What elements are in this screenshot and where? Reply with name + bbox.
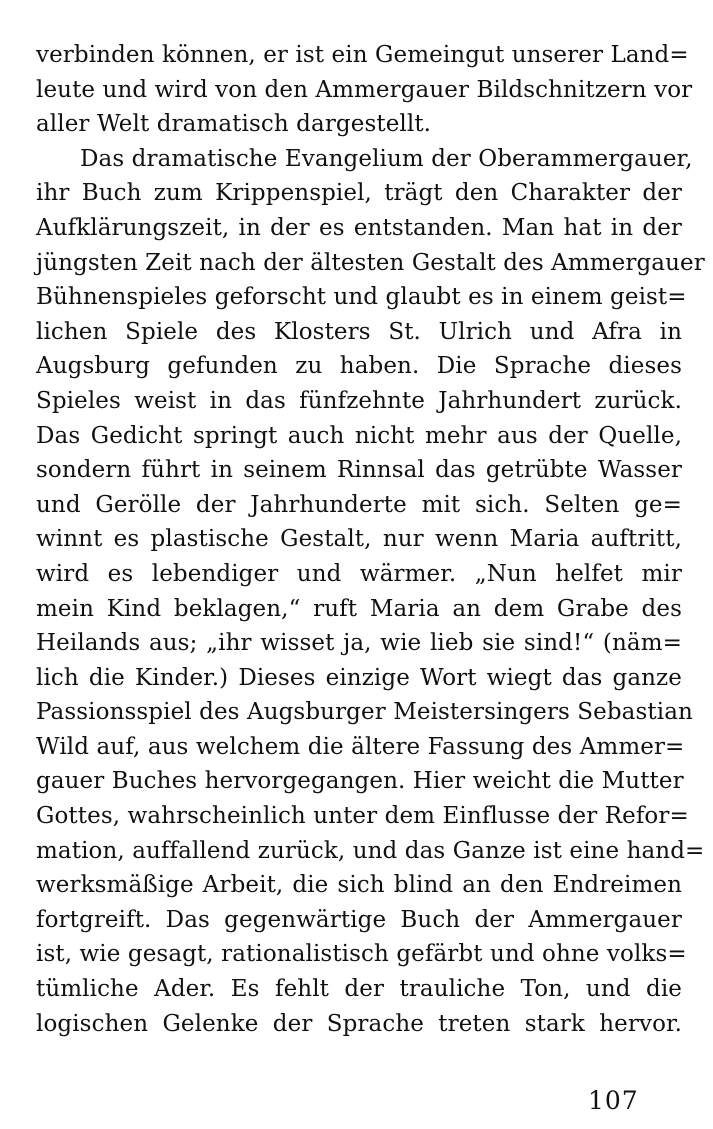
- text-line: lichen Spiele des Klosters St. Ulrich und Afra in: [36, 318, 682, 345]
- text-line: winnt es plastische Gestalt, nur wenn Maria auftritt,: [36, 526, 682, 553]
- text-line: fortgreift. Das gegenwärtige Buch der Ammergauer: [36, 906, 682, 933]
- text-line: aller Welt dramatisch dargestellt.: [36, 111, 432, 138]
- text-line: mation, auffallend zurück, und das Ganze ist eine hand=: [36, 837, 705, 864]
- text-line: Augsburg gefunden zu haben. Die Sprache dieses: [36, 353, 682, 380]
- text-line: [36, 1041, 682, 1076]
- text-line: Passionsspiel des Augsburger Meistersingers Sebastian: [36, 699, 693, 726]
- text-line: wird es lebendiger und wärmer. „Nun helfet mir: [36, 560, 682, 587]
- text-line: Aufklärungszeit, in der es entstanden. Man hat in der: [36, 214, 682, 241]
- text-line: leute und wird von den Ammergauer Bildschnitzern vor: [36, 76, 693, 103]
- text-line: mein Kind beklagen,“ ruft Maria an dem Grabe des: [36, 595, 682, 622]
- text-line: Bühnenspieles geforscht und glaubt es in einem geist=: [36, 284, 687, 311]
- paragraph: [36, 142, 705, 1076]
- text-line: ihr Buch zum Krippenspiel, trägt den Charakter der: [36, 180, 682, 207]
- text-line: werksmäßige Arbeit, die sich blind an den Endreimen: [36, 872, 682, 899]
- text-line: Das dramatische Evangelium der Oberammergauer,: [80, 145, 693, 172]
- paragraph: [36, 38, 693, 142]
- page-number: 107: [588, 1086, 639, 1115]
- text-line: Wild auf, aus welchem die ältere Fassung des Ammer=: [36, 733, 685, 760]
- text-line: lich die Kinder.) Dieses einzige Wort wiegt das ganze: [36, 664, 682, 691]
- text-line: und Gerölle der Jahrhunderte mit sich. Selten ge=: [36, 491, 682, 518]
- page-text: [36, 38, 705, 1076]
- text-line: tümliche Ader. Es fehlt der trauliche Ton, und die: [36, 976, 682, 1003]
- text-line: logischen Gelenke der Sprache treten stark hervor.: [36, 1010, 682, 1037]
- text-line: Gottes, wahrscheinlich unter dem Einflusse der Refor=: [36, 803, 689, 830]
- text-line: gauer Buches hervorgegangen. Hier weicht die Mutter: [36, 768, 684, 795]
- text-line: Heilands aus; „ihr wisset ja, wie lieb sie sind!“ (näm=: [36, 630, 682, 657]
- text-line: Das Gedicht springt auch nicht mehr aus der Quelle,: [36, 422, 682, 449]
- text-line: ist, wie gesagt, rationalistisch gefärbt und ohne volks=: [36, 941, 687, 968]
- text-line: jüngsten Zeit nach der ältesten Gestalt des Ammergauer: [36, 249, 705, 276]
- text-line: verbinden können, er ist ein Gemeingut unserer Land=: [36, 42, 689, 68]
- text-line: Spieles weist in das fünfzehnte Jahrhundert zurück.: [36, 387, 682, 414]
- text-line: sondern führt in seinem Rinnsal das getrübte Wasser: [36, 457, 682, 484]
